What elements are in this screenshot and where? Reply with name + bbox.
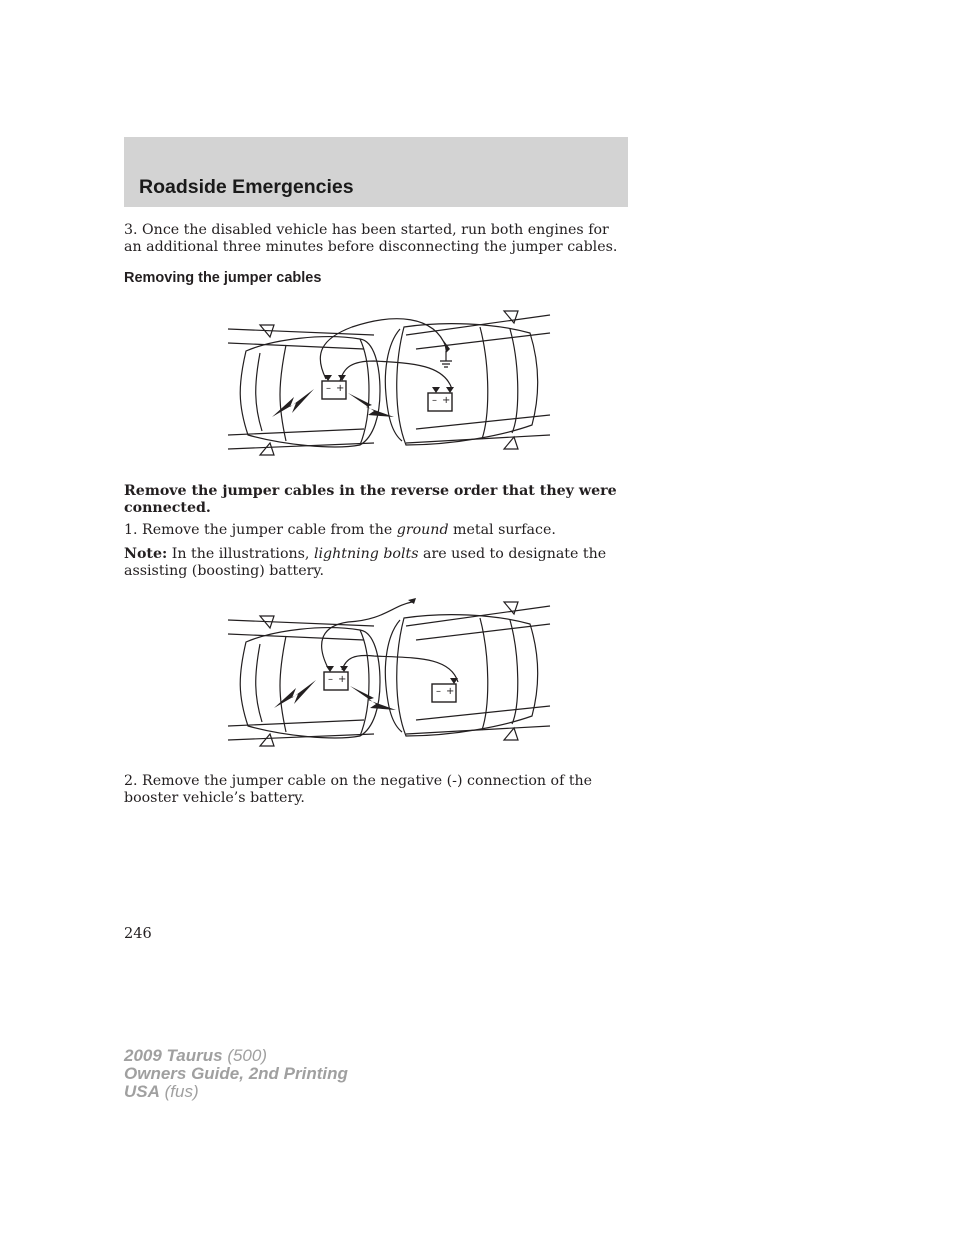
footer-line-2: Owners Guide, 2nd Printing [124, 1064, 348, 1083]
battery-plus-label: + [446, 686, 455, 697]
instruction-text: Remove the jumper cables in the reverse order that they were connected. [124, 483, 617, 516]
note-text: Note: In the illustrations, lightning bolts are used to designate the assisting (boosting) battery. [124, 546, 607, 579]
battery-plus-label: + [442, 395, 451, 406]
note-label: Note: [124, 546, 168, 562]
jump-start-figure-2 [224, 596, 556, 758]
footer-line-3: USA (fus) [124, 1082, 199, 1101]
battery-minus-label: – [432, 395, 437, 406]
jump-start-figure-1 [224, 305, 556, 469]
battery-minus-label: – [326, 383, 331, 394]
footer-line-1: 2009 Taurus (500) [124, 1046, 268, 1065]
battery-minus-label: – [436, 686, 441, 697]
lightning-bolt-icon [272, 389, 314, 417]
subheading: Removing the jumper cables [124, 270, 322, 286]
section-title: Roadside Emergencies [139, 176, 354, 198]
step-1-text: 1. Remove the jumper cable from the ground metal surface. [124, 522, 556, 538]
battery-plus-label: + [338, 674, 347, 685]
battery-minus-label: – [328, 674, 333, 685]
footer [124, 1047, 348, 1101]
page-number: 246 [124, 926, 152, 942]
battery-plus-label: + [336, 383, 345, 394]
step-3-text: 3. Once the disabled vehicle has been started, run both engines for an additional three minutes before disconnecting the jumper cables. [124, 222, 618, 255]
step-2-text: 2. Remove the jumper cable on the negative (-) connection of the booster vehicle’s battery. [124, 773, 593, 806]
